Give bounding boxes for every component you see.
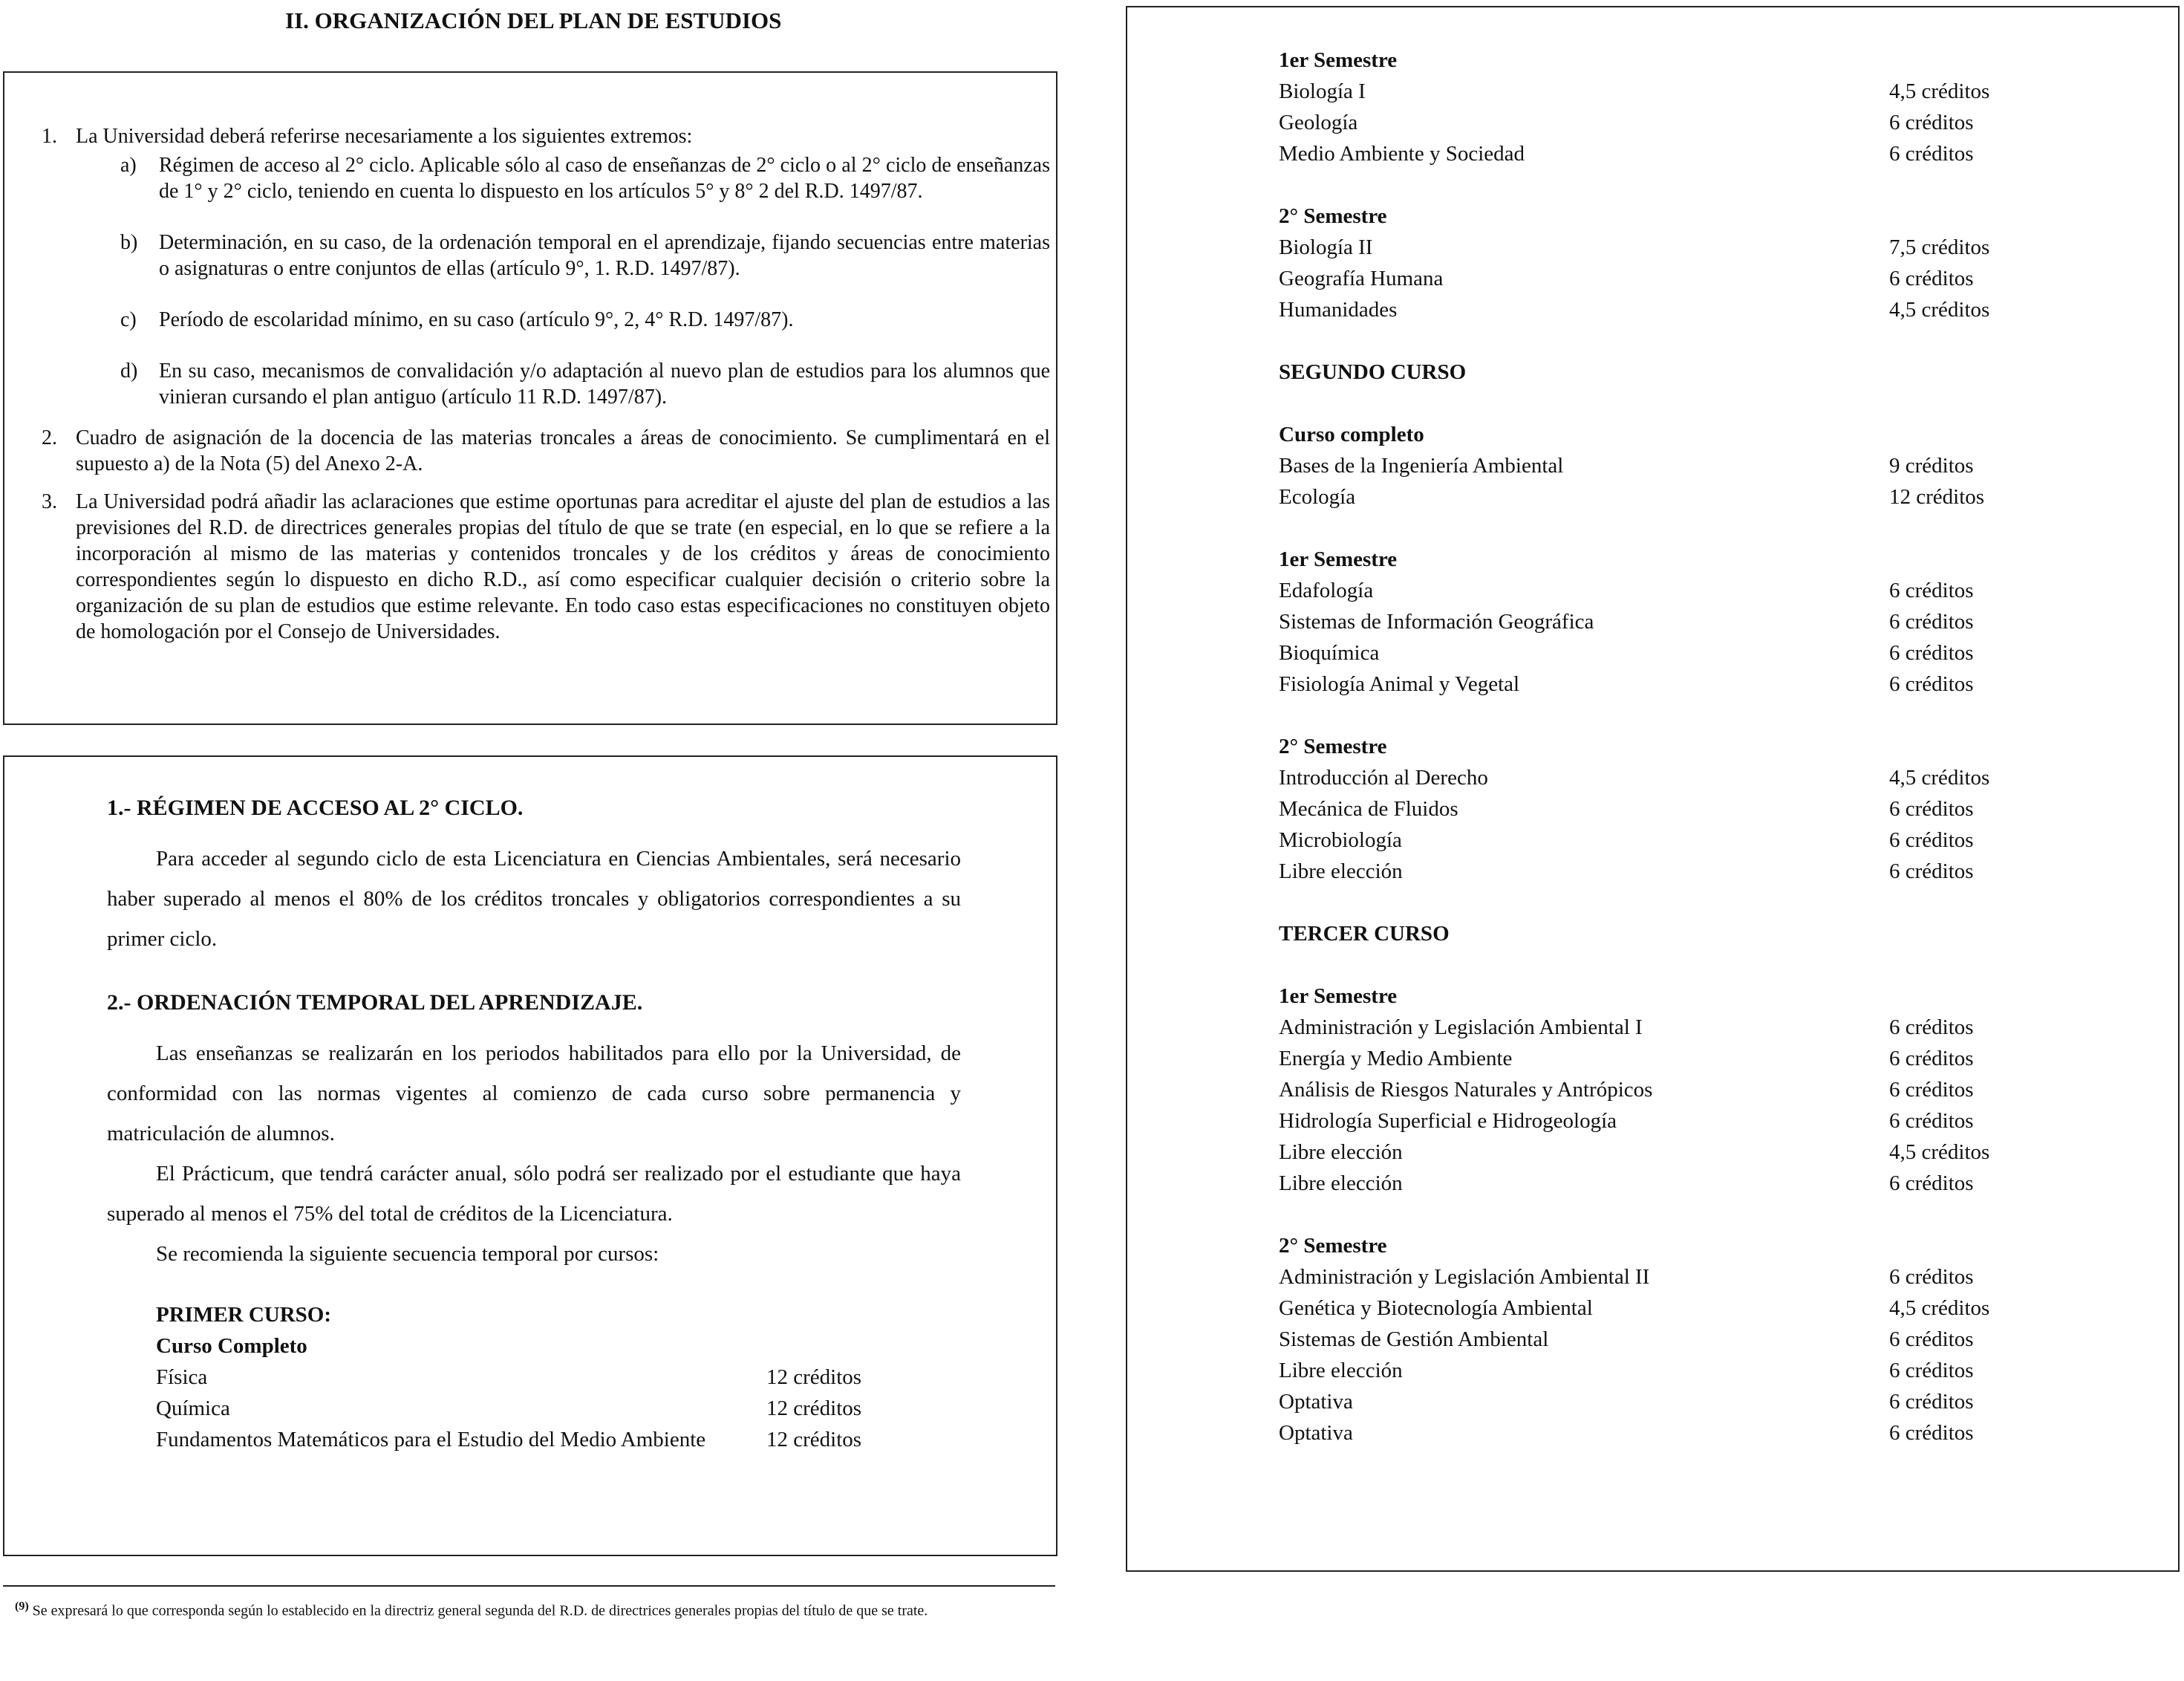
subject-name: Libre elección [1279,859,1403,883]
course-title: TERCER CURSO [1279,922,1450,946]
course-title: SEGUNDO CURSO [1279,360,1467,384]
subject-credits: 4,5 créditos [1889,766,1990,790]
note-text: La Universidad deberá referirse necesariamente a los siguientes extremos: [76,125,693,148]
subject-credits: 6 créditos [1889,1327,1974,1351]
subject-row [1279,1261,2096,1293]
paragraph-ordering-3: Se recomienda la siguiente secuencia temporal por cursos: [156,1242,659,1266]
subject-credits: 12 créditos [766,1365,862,1389]
subject-name: Libre elección [1279,1140,1403,1164]
note-number: 1. [42,125,57,148]
item-letter: b) [120,231,138,254]
subject-row [1279,1074,2096,1105]
subject-name: Bioquímica [1279,641,1380,665]
footnote-mark: (9) [15,1600,29,1613]
subject-name: Fundamentos Matemáticos para el Estudio del Medio Ambiente [156,1428,706,1451]
page-title: II. ORGANIZACIÓN DEL PLAN DE ESTUDIOS [285,7,782,33]
content-box-left [3,755,1057,1556]
note-item-a [120,152,1050,204]
period-title: Curso Completo [156,1334,307,1358]
note-3 [42,489,1050,645]
subject-credits: 12 créditos [766,1397,862,1420]
subject-row [1279,263,2096,294]
instructions-box [3,71,1057,725]
period-title: 1er Semestre [1279,48,1398,72]
subject-credits: 6 créditos [1889,1171,1974,1195]
note-1 [42,123,1050,410]
subject-name: Optativa [1279,1421,1353,1445]
subject-name: Ecología [1279,485,1356,509]
period-title: 1er Semestre [1279,547,1398,571]
subject-row [1279,1417,2096,1448]
subject-name: Humanidades [1279,298,1398,322]
subject-row [1279,825,2096,856]
subject-credits: 6 créditos [1889,579,1974,602]
subject-credits: 12 créditos [1889,485,1985,509]
subject-name: Genética y Biotecnología Ambiental [1279,1296,1593,1320]
subject-name: Geografía Humana [1279,267,1444,290]
note-2 [42,425,1050,477]
item-letter: c) [120,308,137,331]
subject-credits: 6 créditos [1889,142,1974,166]
note-item-d [120,358,1050,410]
subject-name: Administración y Legislación Ambiental II [1279,1265,1650,1289]
paragraph-ordering-2: El Prácticum, que tendrá carácter anual, sólo podrá ser realizado por el estudiante que haya superado al menos el 75% del total de créditos de la Licenciatura. [107,1162,961,1226]
subject-credits: 6 créditos [1889,610,1974,634]
section-heading-access: 1.- RÉGIMEN DE ACCESO AL 2° CICLO. [107,796,524,820]
subject-credits: 6 créditos [1889,641,1974,665]
subject-row [1279,450,2096,481]
subject-credits: 7,5 créditos [1889,235,1990,259]
subject-credits: 6 créditos [1889,859,1974,883]
subject-name: Química [156,1397,230,1420]
subject-credits: 4,5 créditos [1889,79,1990,103]
subject-name: Administración y Legislación Ambiental I [1279,1015,1643,1039]
subject-row [1279,1293,2096,1324]
subject-name: Energía y Medio Ambiente [1279,1047,1513,1070]
subject-row [1279,138,2096,169]
note-item-c [120,307,1050,333]
subject-credits: 6 créditos [1889,672,1974,696]
subject-credits: 4,5 créditos [1889,1140,1990,1164]
item-text: Determinación, en su caso, de la ordenación temporal en el aprendizaje, fijando secuencias entre materias o asignaturas o entre conjuntos de ellas (artículo 9°, 1. R.D. 1497/87). [159,231,1050,280]
subject-row [1279,575,2096,606]
subject-name: Edafología [1279,579,1374,602]
subject-credits: 6 créditos [1889,1390,1974,1414]
subject-row [1279,232,2096,263]
subject-credits: 6 créditos [1889,1015,1974,1039]
subject-name: Libre elección [1279,1171,1403,1195]
period-title: 2° Semestre [1279,204,1387,228]
period-title: Curso completo [1279,423,1424,446]
subject-name: Mecánica de Fluidos [1279,797,1458,821]
period-title: 2° Semestre [1279,1234,1387,1258]
subject-row [156,1424,961,1455]
subject-name: Optativa [1279,1390,1353,1414]
subject-row [1279,1043,2096,1074]
subject-credits: 4,5 créditos [1889,1296,1990,1320]
subject-row [1279,1105,2096,1137]
subject-credits: 6 créditos [1889,1047,1974,1070]
subject-credits: 9 créditos [1889,454,1974,478]
subject-row [1279,1168,2096,1199]
subject-name: Sistemas de Gestión Ambiental [1279,1327,1549,1351]
subject-credits: 6 créditos [1889,1265,1974,1289]
subject-name: Hidrología Superficial e Hidrogeología [1279,1109,1617,1133]
subject-row [1279,762,2096,793]
footnote-text: Se expresará lo que corresponda según lo establecido en la directriz general segunda del R.D. de directrices generales propias del título de que se trate. [32,1602,928,1619]
period-title: 1er Semestre [1279,984,1398,1008]
subject-credits: 12 créditos [766,1428,862,1451]
subject-row [1279,1012,2096,1043]
subject-name: Biología II [1279,235,1373,259]
item-text: Régimen de acceso al 2° ciclo. Aplicable sólo al caso de enseñanzas de 2° ciclo o al 2° ciclo de enseñanzas de 1° y 2° ciclo, teniendo en cuenta lo dispuesto en los artículos 5° y 8° 2 del R.D. 1497/87. [159,154,1050,203]
subject-row [1279,606,2096,637]
item-letter: a) [120,154,137,177]
subject-credits: 6 créditos [1889,267,1974,290]
content-box-right [1126,6,2180,1572]
footnote-divider [3,1585,1055,1587]
period-title: 2° Semestre [1279,735,1387,758]
subject-credits: 6 créditos [1889,1421,1974,1445]
primer-curso-block [156,1299,961,1455]
subject-row [1279,294,2096,325]
paragraph-access: Para acceder al segundo ciclo de esta Licenciatura en Ciencias Ambientales, será necesario haber superado al menos el 80% de los créditos troncales y obligatorios correspondientes a su primer ciclo. [107,847,961,951]
subject-row [1279,637,2096,669]
subject-row [1279,1355,2096,1386]
item-text: Período de escolaridad mínimo, en su caso (artículo 9°, 2, 4° R.D. 1497/87). [159,308,794,331]
subject-credits: 4,5 créditos [1889,298,1990,322]
subject-credits: 6 créditos [1889,111,1974,134]
item-text: En su caso, mecanismos de convalidación y/o adaptación al nuevo plan de estudios para los alumnos que vinieran cursando el plan antiguo (artículo 11 R.D. 1497/87). [159,360,1050,409]
section-heading-ordering: 2.- ORDENACIÓN TEMPORAL DEL APRENDIZAJE. [107,990,643,1015]
subject-name: Libre elección [1279,1359,1403,1382]
subject-credits: 6 créditos [1889,1109,1974,1133]
subject-name: Física [156,1365,208,1389]
subject-row [1279,856,2096,887]
note-text: Cuadro de asignación de la docencia de las materias troncales a áreas de conocimiento. Se cumplimentará en el supuesto a) de la Nota (5) del Anexo 2-A. [76,426,1050,475]
item-letter: d) [120,360,138,383]
subject-name: Geología [1279,111,1358,134]
subject-credits: 6 créditos [1889,1359,1974,1382]
footnote [15,1596,1047,1622]
subject-name: Análisis de Riesgos Naturales y Antrópicos [1279,1078,1653,1102]
subject-row [1279,1137,2096,1168]
content-left [107,785,961,1455]
subject-name: Biología I [1279,79,1366,103]
subject-row [1279,76,2096,107]
subject-row [1279,481,2096,513]
subject-name: Microbiología [1279,828,1402,852]
subject-credits: 6 créditos [1889,828,1974,852]
subject-row [156,1362,961,1393]
subject-name: Introducción al Derecho [1279,766,1488,790]
subject-name: Medio Ambiente y Sociedad [1279,142,1525,166]
paragraph-ordering-1: Las enseñanzas se realizarán en los periodos habilitados para ello por la Universidad, de conformidad con las normas vigentes al comienzo de cada curso sobre permanencia y matriculación de alumnos. [107,1041,961,1145]
subject-row [1279,669,2096,700]
note-item-b [120,230,1050,282]
subject-name: Fisiología Animal y Vegetal [1279,672,1520,696]
subject-credits: 6 créditos [1889,1078,1974,1102]
note-number: 3. [42,490,57,513]
instructions-list [42,123,1050,657]
subject-row [1279,107,2096,138]
subject-name: Sistemas de Información Geográfica [1279,610,1594,634]
subject-row [1279,1386,2096,1417]
note-text: La Universidad podrá añadir las aclaraciones que estime oportunas para acreditar el ajuste del plan de estudios a las previsiones del R.D. de directrices generales propias del título de que se trate (en especial, en lo que se refiere a la incorporación al mismo de las materias y contenidos troncales y de los créditos y áreas de conocimiento correspondientes según lo dispuesto en dicho R.D., así como especificar cualquier decisión o criterio sobre la organización de su plan de estudios que estime relevante. En todo caso estas especificaciones no constituyen objeto de homologación por el Consejo de Universidades. [76,490,1050,643]
subject-row [1279,1324,2096,1355]
content-right [1279,45,2096,1448]
subject-row [1279,793,2096,825]
subject-name: Bases de la Ingeniería Ambiental [1279,454,1564,478]
subject-credits: 6 créditos [1889,797,1974,821]
note-number: 2. [42,426,57,449]
subject-row [156,1393,961,1424]
course-title: PRIMER CURSO: [156,1303,332,1327]
